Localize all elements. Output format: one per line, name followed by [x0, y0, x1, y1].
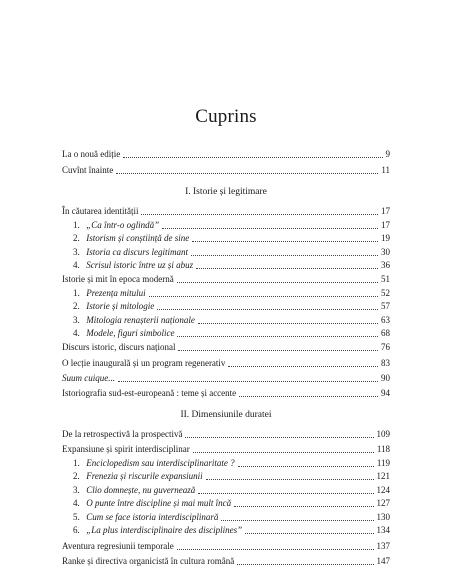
- toc-entry-label: [73, 485, 195, 496]
- toc-page-number: 121: [376, 471, 390, 481]
- toc-entry-title: „Ca într-o oglindă”: [86, 220, 160, 230]
- dot-leader: [118, 380, 378, 382]
- toc-entry-title: O lecție inaugurală și un program regenerativ: [62, 358, 226, 368]
- toc-page-number: 124: [376, 485, 390, 495]
- toc-entry-title: Clio domnește, nu guvernează: [86, 485, 196, 495]
- toc-page-number: 52: [381, 288, 390, 298]
- toc-entry-label: [73, 525, 242, 536]
- toc-entry-label: [62, 165, 113, 176]
- toc-subentry[interactable]: [62, 496, 390, 509]
- toc-subentry[interactable]: [62, 299, 390, 312]
- toc-entry-label: [62, 358, 225, 369]
- toc-entry-label: [73, 512, 218, 523]
- toc-page-number: 130: [376, 512, 390, 522]
- section-heading: II. Dimensiunile duratei: [180, 410, 272, 420]
- toc-entry[interactable]: [62, 386, 390, 399]
- toc-entry-number: 3.: [73, 485, 80, 495]
- dot-leader: [239, 395, 378, 397]
- toc-page-number: 63: [381, 315, 390, 325]
- dot-leader: [149, 295, 378, 297]
- toc-subentry[interactable]: [62, 326, 390, 339]
- section-heading: I. Istorie și legitimare: [185, 187, 267, 197]
- dot-leader: [116, 172, 378, 174]
- toc-entry-title: Istoriografia sud-est-europeană : teme și accente: [62, 388, 237, 398]
- toc-entry-label: [62, 149, 120, 160]
- toc-entry-number: 2.: [73, 471, 80, 481]
- toc-subentry[interactable]: [62, 523, 390, 536]
- toc-entry[interactable]: [62, 204, 390, 217]
- toc-page-number: 109: [376, 429, 390, 439]
- toc-page-number: 68: [381, 328, 390, 338]
- toc-entry[interactable]: [62, 340, 390, 353]
- toc-entry-label: [73, 220, 159, 231]
- toc-subentry[interactable]: [62, 469, 390, 482]
- toc-subentry[interactable]: [62, 483, 390, 496]
- toc-entry-label: [62, 541, 174, 552]
- toc-entry-title: La o nouă ediție: [62, 149, 121, 159]
- toc-entry-number: 5.: [73, 512, 80, 522]
- toc-page-number: 134: [376, 525, 390, 535]
- toc-entry-label: [73, 301, 154, 312]
- toc-entry-number: 3.: [73, 247, 80, 257]
- toc-entry-title: Frenezia și riscurile expansiunii: [86, 471, 203, 481]
- toc-page-number: 90: [381, 373, 390, 383]
- toc-entry-title: Aventura regresiunii temporale: [62, 541, 174, 551]
- toc-page-number: 119: [376, 458, 390, 468]
- toc-entry-label: [73, 247, 188, 258]
- dot-leader: [234, 505, 373, 507]
- toc-entry-number: 2.: [73, 301, 80, 311]
- toc-page-number: 147: [376, 556, 390, 566]
- toc-entry-number: 1.: [73, 288, 80, 298]
- toc-entry-label: [62, 556, 234, 567]
- toc-entry-title: Enciclopedism sau interdisciplinaritate ?: [86, 458, 235, 468]
- dot-leader: [157, 308, 378, 310]
- toc-entry-title: „La plus interdisciplinaire des disciplines”: [86, 525, 243, 535]
- toc-entry-label: [73, 315, 195, 326]
- page-title: Cuprins: [195, 106, 257, 127]
- dot-leader: [177, 281, 378, 283]
- toc-entry-label: [62, 429, 182, 440]
- dot-leader: [206, 478, 374, 480]
- toc-page-number: 83: [381, 358, 390, 368]
- toc-subentry[interactable]: [62, 258, 390, 271]
- dot-leader: [237, 563, 373, 565]
- toc-page-number: 36: [381, 260, 390, 270]
- toc-subentry[interactable]: [62, 313, 390, 326]
- toc-entry-title: Expansiune și spirit interdisciplinar: [62, 444, 190, 454]
- dot-leader: [228, 365, 378, 367]
- toc-page-number: 76: [381, 342, 390, 352]
- dot-leader: [178, 349, 378, 351]
- toc-subentry[interactable]: [62, 286, 390, 299]
- toc-entry[interactable]: [62, 147, 390, 160]
- toc-entry-label: [62, 388, 236, 399]
- toc-entry-number: 4.: [73, 260, 80, 270]
- toc-page-number: 118: [376, 444, 390, 454]
- toc-entry-title: Prezența mitului: [86, 288, 146, 298]
- toc-entry-label: [62, 373, 115, 384]
- dot-leader: [245, 532, 373, 534]
- toc-entry[interactable]: [62, 442, 390, 455]
- toc-entry-title: Discurs istoric, discurs național: [62, 342, 176, 352]
- toc-entry[interactable]: [62, 371, 390, 384]
- dot-leader: [196, 267, 378, 269]
- dot-leader: [193, 451, 374, 453]
- toc-entry-label: [73, 328, 174, 339]
- toc-subentry[interactable]: [62, 510, 390, 523]
- toc-entry-title: Cuvînt înainte: [62, 165, 114, 175]
- dot-leader: [192, 240, 378, 242]
- toc-entry-title: Istorism și conștiință de sine: [86, 233, 190, 243]
- dot-leader: [185, 436, 373, 438]
- toc-entry-label: [62, 206, 138, 217]
- dot-leader: [198, 492, 373, 494]
- toc-subentry[interactable]: [62, 456, 390, 469]
- dot-leader: [191, 254, 378, 256]
- toc-entry-title: Ranke și directiva organicistă în cultura română: [62, 556, 235, 566]
- toc-entry-number: 1.: [73, 458, 80, 468]
- toc-entry-title: Istorie și mit în epoca modernă: [62, 274, 174, 284]
- dot-leader: [177, 548, 374, 550]
- toc-entry-number: 4.: [73, 328, 80, 338]
- dot-leader: [162, 227, 378, 229]
- toc-entry[interactable]: [62, 554, 390, 567]
- toc-entry-title: Scrisul istoric între uz și abuz: [86, 260, 194, 270]
- toc-entry-title: Istorie și mitologie: [86, 301, 155, 311]
- toc-entry-label: [62, 342, 175, 353]
- toc-page-number: 137: [376, 541, 390, 551]
- toc-entry-number: 2.: [73, 233, 80, 243]
- toc-page-number: 19: [381, 233, 390, 243]
- dot-leader: [177, 335, 378, 337]
- dot-leader: [238, 465, 374, 467]
- toc-page-number: 51: [381, 274, 390, 284]
- toc-entry-label: [73, 498, 231, 509]
- toc-page-number: 9: [385, 149, 390, 159]
- toc-entry-title: O punte între discipline și mai mult încă: [86, 498, 232, 508]
- toc-page-number: 17: [381, 220, 390, 230]
- toc-page-number: 94: [381, 388, 390, 398]
- dot-leader: [141, 213, 378, 215]
- toc-page-number: 17: [381, 206, 390, 216]
- toc-page-number: 57: [381, 301, 390, 311]
- toc-page-number: 11: [381, 165, 390, 175]
- toc-entry-title: Istoria ca discurs legitimant: [86, 247, 188, 257]
- toc-entry[interactable]: [62, 356, 390, 369]
- toc-entry[interactable]: [62, 427, 390, 440]
- toc-entry[interactable]: [62, 539, 390, 552]
- toc-entry-title: Suum cuique...: [62, 373, 115, 383]
- toc-entry-number: 4.: [73, 498, 80, 508]
- toc-entry-title: Cum se face istoria interdisciplinară: [86, 512, 219, 522]
- dot-leader: [123, 156, 382, 158]
- toc-entry-label: [73, 288, 146, 299]
- toc-entry-label: [73, 260, 193, 271]
- dot-leader: [198, 322, 378, 324]
- toc-subentry[interactable]: [62, 245, 390, 258]
- toc-entry-number: 6.: [73, 525, 80, 535]
- toc-entry-label: [73, 458, 235, 469]
- toc-entry[interactable]: [62, 163, 390, 176]
- toc-entry-number: 3.: [73, 315, 80, 325]
- toc-entry-label: [73, 471, 203, 482]
- toc-entry-title: Mitologia renașterii naționale: [86, 315, 195, 325]
- toc-page-number: 30: [381, 247, 390, 257]
- toc-page-number: 127: [376, 498, 390, 508]
- toc-subentry[interactable]: [62, 231, 390, 244]
- toc-subentry[interactable]: [62, 218, 390, 231]
- toc-entry[interactable]: [62, 272, 390, 285]
- dot-leader: [221, 519, 373, 521]
- toc-entry-title: În căutarea identității: [62, 206, 139, 216]
- toc-entry-number: 1.: [73, 220, 80, 230]
- toc-entry-label: [73, 233, 189, 244]
- toc-entry-title: Modele, figuri simbolice: [86, 328, 175, 338]
- toc-entry-label: [62, 444, 190, 455]
- toc-entry-label: [62, 274, 174, 285]
- toc-entry-title: De la retrospectivă la prospectivă: [62, 429, 183, 439]
